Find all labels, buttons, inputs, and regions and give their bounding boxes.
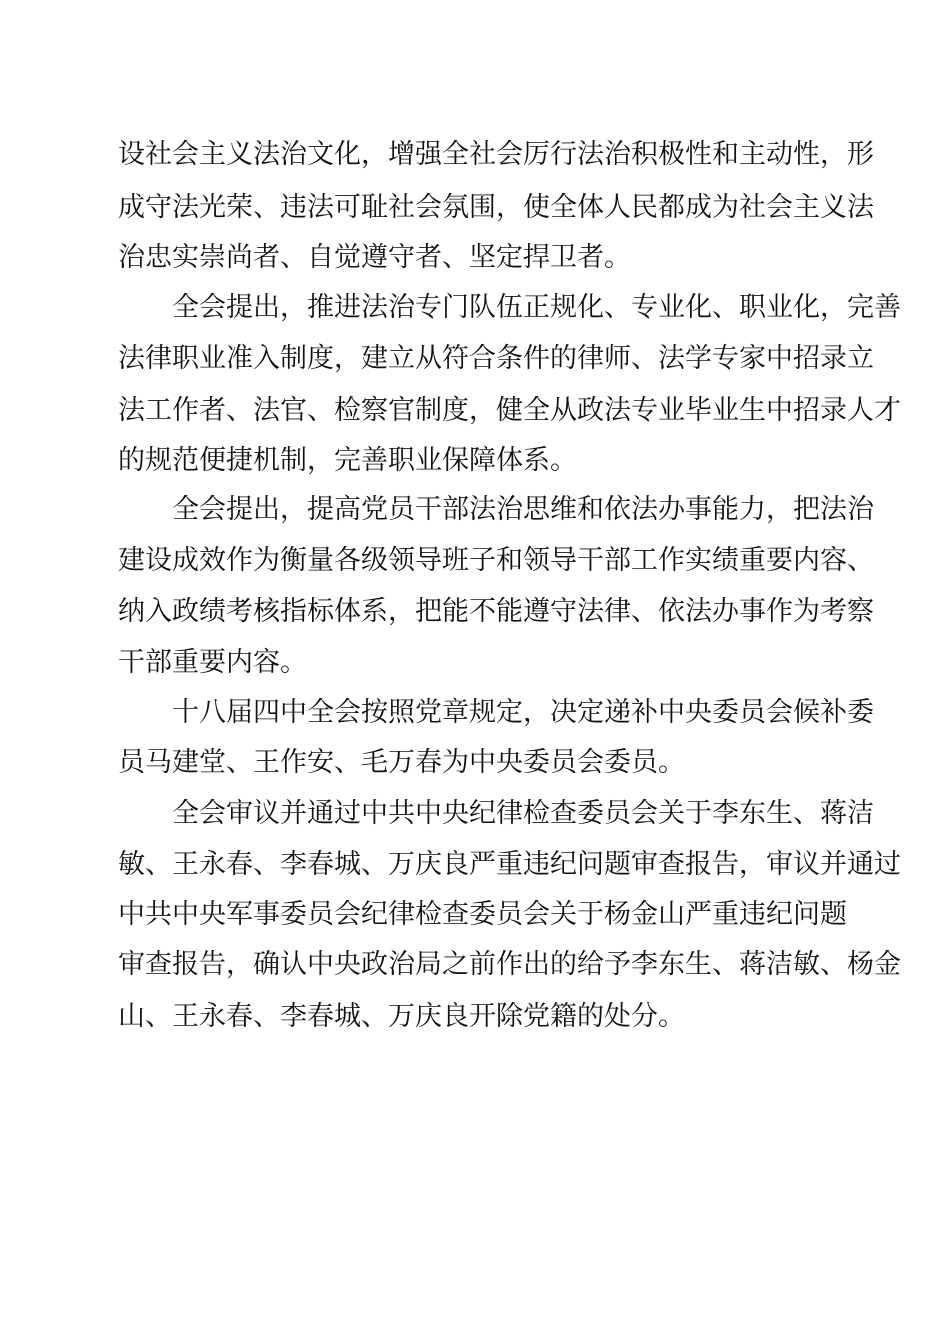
- paragraph-1-line-3: 治忠实崇尚者、自觉遵守者、坚定捍卫者。: [118, 242, 631, 273]
- paragraph-5-line-3: 中共中央军事委员会纪律检查委员会关于杨金山严重违纪问题: [118, 899, 847, 930]
- paragraph-5-line-5: 山、王永春、李春城、万庆良开除党籍的处分。: [118, 1001, 685, 1032]
- paragraph-4-line-1: 十八届四中全会按照党章规定，决定递补中央委员会候补委: [172, 697, 874, 728]
- paragraph-2-line-4: 的规范便捷机制，完善职业保障体系。: [118, 445, 577, 476]
- paragraph-1-line-1: 设社会主义法治文化，增强全社会厉行法治积极性和主动性，形: [118, 139, 874, 170]
- paragraph-2-line-2: 法律职业准入制度，建立从符合条件的律师、法学专家中招录立: [118, 343, 874, 374]
- paragraph-2-line-3: 法工作者、法官、检察官制度，健全从政法专业毕业生中招录人才: [118, 395, 901, 426]
- paragraph-5-line-2: 敏、王永春、李春城、万庆良严重违纪问题审查报告，审议并通过: [118, 849, 901, 880]
- paragraph-5-line-1: 全会审议并通过中共中央纪律检查委员会关于李东生、蒋洁: [172, 798, 874, 829]
- paragraph-3-line-2: 建设成效作为衡量各级领导班子和领导干部工作实绩重要内容、: [118, 545, 874, 576]
- paragraph-3-line-4: 干部重要内容。: [118, 647, 307, 678]
- paragraph-3-line-3: 纳入政绩考核指标体系，把能不能遵守法律、依法办事作为考察: [118, 596, 874, 627]
- paragraph-5-line-4: 审查报告，确认中央政治局之前作出的给予李东生、蒋洁敏、杨金: [118, 949, 901, 980]
- paragraph-4-line-2: 员马建堂、王作安、毛万春为中央委员会委员。: [118, 747, 685, 778]
- paragraph-1-line-2: 成守法光荣、违法可耻社会氛围，使全体人民都成为社会主义法: [118, 192, 874, 223]
- paragraph-3-line-1: 全会提出，提高党员干部法治思维和依法办事能力，把法治: [172, 494, 874, 525]
- paragraph-2-line-1: 全会提出，推进法治专门队伍正规化、专业化、职业化，完善: [172, 292, 901, 323]
